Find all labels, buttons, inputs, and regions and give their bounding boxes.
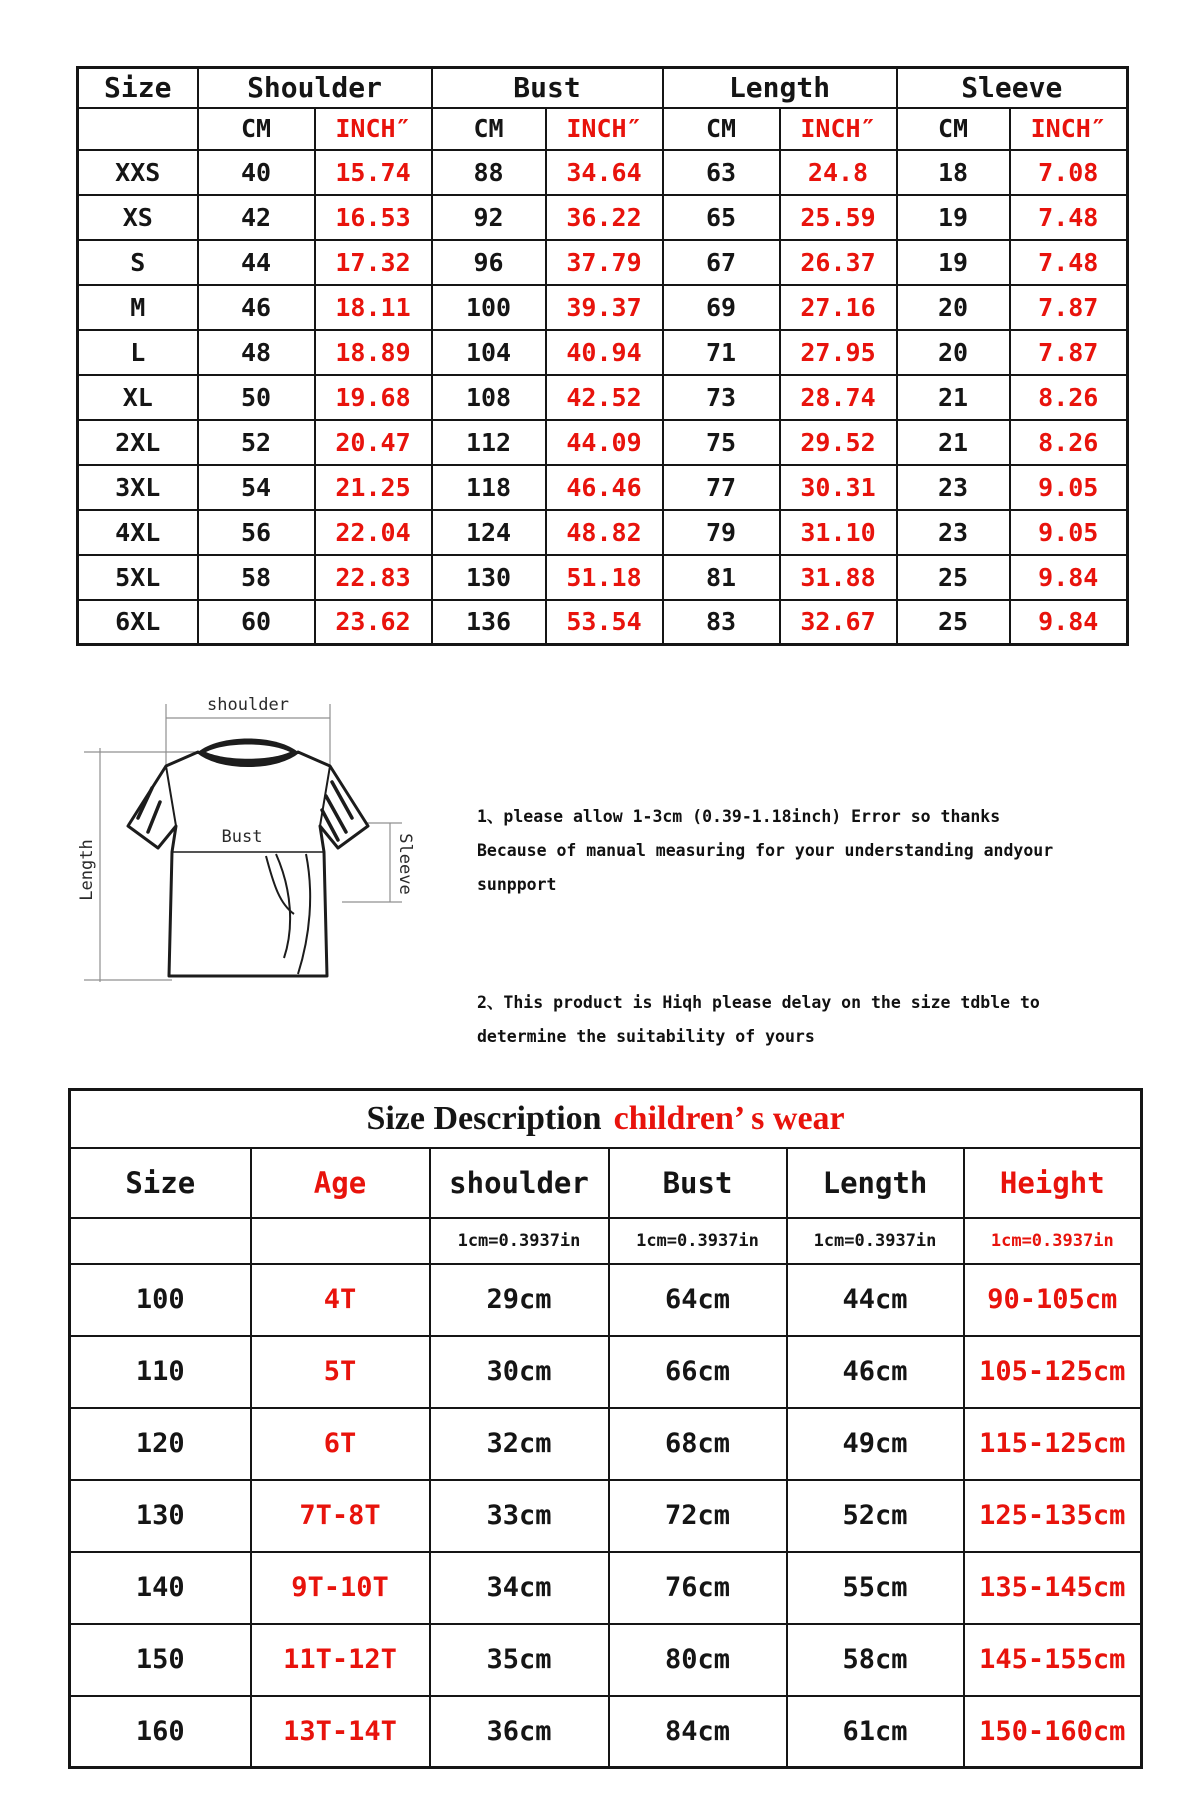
unit-inch: INCH″: [1010, 108, 1128, 150]
table-cell: 4T: [251, 1264, 430, 1336]
table-row: [78, 150, 1128, 195]
table-row: [78, 600, 1128, 645]
table-cell: 2XL: [78, 420, 198, 465]
adult-unit-row: [78, 108, 1128, 150]
table-cell: S: [78, 240, 198, 285]
table-cell: 34cm: [430, 1552, 609, 1624]
table-cell: 50: [198, 375, 315, 420]
table-cell: 108: [432, 375, 546, 420]
table-cell: M: [78, 285, 198, 330]
table-cell: 61cm: [787, 1696, 964, 1768]
table-cell: 120: [70, 1408, 251, 1480]
table-row: [78, 555, 1128, 600]
table-cell: 21: [897, 420, 1010, 465]
table-cell: L: [78, 330, 198, 375]
table-cell: 11T-12T: [251, 1624, 430, 1696]
table-cell: 53.54: [546, 600, 663, 645]
table-cell: 68cm: [609, 1408, 787, 1480]
table-cell: 44: [198, 240, 315, 285]
table-cell: 52cm: [787, 1480, 964, 1552]
table-cell: 5XL: [78, 555, 198, 600]
table-cell: 4XL: [78, 510, 198, 555]
table-cell: 104: [432, 330, 546, 375]
table-cell: 46: [198, 285, 315, 330]
table-cell: 44.09: [546, 420, 663, 465]
table-cell: 55cm: [787, 1552, 964, 1624]
table-cell: 66cm: [609, 1336, 787, 1408]
shoulder-label: shoulder: [207, 695, 289, 715]
table-cell: 23: [897, 465, 1010, 510]
table-cell: 6T: [251, 1408, 430, 1480]
adult-table-body: [78, 150, 1128, 645]
note-line: Because of manual measuring for your understanding andyour: [477, 841, 1054, 860]
table-cell: 42: [198, 195, 315, 240]
table-cell: 7.48: [1010, 240, 1128, 285]
table-cell: 56: [198, 510, 315, 555]
table-cell: 124: [432, 510, 546, 555]
table-cell: 58: [198, 555, 315, 600]
column-header-bust: Bust: [432, 68, 663, 108]
children-table-title: [70, 1090, 1142, 1148]
table-cell: 15.74: [315, 150, 432, 195]
table-cell: 145-155cm: [964, 1624, 1142, 1696]
table-cell: 112: [432, 420, 546, 465]
column-header-size: Size: [70, 1148, 251, 1218]
empty-cell: [70, 1218, 251, 1264]
table-cell: 130: [70, 1480, 251, 1552]
table-cell: 79: [663, 510, 780, 555]
table-cell: 105-125cm: [964, 1336, 1142, 1408]
table-cell: 23: [897, 510, 1010, 555]
table-cell: 54: [198, 465, 315, 510]
table-cell: 26.37: [780, 240, 897, 285]
table-cell: 88: [432, 150, 546, 195]
table-cell: 65: [663, 195, 780, 240]
table-cell: 25: [897, 555, 1010, 600]
bust-label: Bust: [221, 827, 263, 847]
table-cell: 16.53: [315, 195, 432, 240]
empty-cell: [78, 108, 198, 150]
table-cell: 36cm: [430, 1696, 609, 1768]
table-cell: 46cm: [787, 1336, 964, 1408]
table-cell: 31.10: [780, 510, 897, 555]
table-cell: 84cm: [609, 1696, 787, 1768]
table-cell: 7.87: [1010, 330, 1128, 375]
table-cell: 27.16: [780, 285, 897, 330]
table-cell: 20.47: [315, 420, 432, 465]
table-cell: 20: [897, 285, 1010, 330]
unit-cm: CM: [198, 108, 315, 150]
note-line: 1、please allow 1-3cm (0.39-1.18inch) Error so thanks: [477, 807, 1001, 826]
table-cell: 150-160cm: [964, 1696, 1142, 1768]
table-cell: XL: [78, 375, 198, 420]
table-cell: 23.62: [315, 600, 432, 645]
table-cell: 100: [70, 1264, 251, 1336]
table-cell: 33cm: [430, 1480, 609, 1552]
table-cell: 7.48: [1010, 195, 1128, 240]
table-cell: 80cm: [609, 1624, 787, 1696]
table-cell: 21: [897, 375, 1010, 420]
table-cell: 60: [198, 600, 315, 645]
column-header-size: Size: [78, 68, 198, 108]
table-cell: 18.89: [315, 330, 432, 375]
table-cell: 9.05: [1010, 465, 1128, 510]
unit-cm: CM: [432, 108, 546, 150]
table-cell: 13T-14T: [251, 1696, 430, 1768]
table-cell: XXS: [78, 150, 198, 195]
column-header-shoulder: shoulder: [430, 1148, 609, 1218]
table-cell: 52: [198, 420, 315, 465]
table-row: [78, 240, 1128, 285]
table-cell: 49cm: [787, 1408, 964, 1480]
children-size-table: [68, 1088, 1143, 1769]
table-cell: 29.52: [780, 420, 897, 465]
adult-header-row: [78, 68, 1128, 108]
table-cell: 76cm: [609, 1552, 787, 1624]
table-cell: 9.84: [1010, 555, 1128, 600]
column-header-sleeve: Sleeve: [897, 68, 1128, 108]
table-row: [78, 510, 1128, 555]
table-cell: 9.05: [1010, 510, 1128, 555]
table-cell: 3XL: [78, 465, 198, 510]
table-cell: 9.84: [1010, 600, 1128, 645]
note-line: sunpport: [477, 875, 557, 894]
table-cell: 32cm: [430, 1408, 609, 1480]
table-cell: 51.18: [546, 555, 663, 600]
table-cell: 72cm: [609, 1480, 787, 1552]
column-header-shoulder: Shoulder: [198, 68, 432, 108]
table-cell: 19.68: [315, 375, 432, 420]
table-cell: 77: [663, 465, 780, 510]
table-cell: 17.32: [315, 240, 432, 285]
children-conversion-row: [70, 1218, 1142, 1264]
table-cell: 48.82: [546, 510, 663, 555]
table-cell: 19: [897, 195, 1010, 240]
table-cell: 8.26: [1010, 375, 1128, 420]
table-cell: 58cm: [787, 1624, 964, 1696]
title-text-red: children’ s wear: [613, 1099, 845, 1137]
column-header-height: Height: [964, 1148, 1142, 1218]
table-cell: 150: [70, 1624, 251, 1696]
table-cell: 69: [663, 285, 780, 330]
table-row: [78, 195, 1128, 240]
table-cell: 39.37: [546, 285, 663, 330]
table-row: [70, 1696, 1142, 1768]
column-header-length: Length: [787, 1148, 964, 1218]
empty-cell: [251, 1218, 430, 1264]
table-cell: 40.94: [546, 330, 663, 375]
table-cell: 7T-8T: [251, 1480, 430, 1552]
table-cell: 115-125cm: [964, 1408, 1142, 1480]
table-cell: 64cm: [609, 1264, 787, 1336]
table-row: [78, 420, 1128, 465]
table-cell: 125-135cm: [964, 1480, 1142, 1552]
table-cell: 40: [198, 150, 315, 195]
children-header-row: [70, 1148, 1142, 1218]
table-row: [70, 1264, 1142, 1336]
table-cell: 136: [432, 600, 546, 645]
table-cell: 18: [897, 150, 1010, 195]
table-row: [70, 1336, 1142, 1408]
table-cell: 135-145cm: [964, 1552, 1142, 1624]
tshirt-outline: [128, 739, 368, 977]
note-line: 2、This product is Hiqh please delay on the size tdble to: [477, 993, 1040, 1012]
table-cell: 34.64: [546, 150, 663, 195]
table-cell: 25: [897, 600, 1010, 645]
note-measurement-error: [477, 800, 1053, 902]
table-cell: 42.52: [546, 375, 663, 420]
table-cell: 83: [663, 600, 780, 645]
table-cell: 32.67: [780, 600, 897, 645]
table-cell: 31.88: [780, 555, 897, 600]
table-cell: 63: [663, 150, 780, 195]
unit-cm: CM: [897, 108, 1010, 150]
sleeve-label: Sleeve: [395, 833, 415, 895]
table-cell: 21.25: [315, 465, 432, 510]
table-cell: 44cm: [787, 1264, 964, 1336]
unit-inch: INCH″: [780, 108, 897, 150]
table-cell: 30.31: [780, 465, 897, 510]
table-cell: 5T: [251, 1336, 430, 1408]
title-text-black: Size Description: [366, 1099, 602, 1137]
table-cell: 6XL: [78, 600, 198, 645]
table-cell: 90-105cm: [964, 1264, 1142, 1336]
adult-size-table: [76, 66, 1129, 646]
table-cell: 27.95: [780, 330, 897, 375]
unit-inch: INCH″: [315, 108, 432, 150]
length-label: Length: [77, 839, 97, 901]
table-cell: 96: [432, 240, 546, 285]
table-cell: 22.04: [315, 510, 432, 555]
table-row: [70, 1552, 1142, 1624]
table-cell: 9T-10T: [251, 1552, 430, 1624]
table-cell: 29cm: [430, 1264, 609, 1336]
note-line: determine the suitability of yours: [477, 1027, 815, 1046]
table-cell: 8.26: [1010, 420, 1128, 465]
table-row: [70, 1480, 1142, 1552]
table-cell: 48: [198, 330, 315, 375]
table-row: [78, 375, 1128, 420]
table-cell: 110: [70, 1336, 251, 1408]
table-cell: 73: [663, 375, 780, 420]
table-cell: 19: [897, 240, 1010, 285]
table-cell: 30cm: [430, 1336, 609, 1408]
table-cell: 130: [432, 555, 546, 600]
note-size-table-advice: [477, 986, 1040, 1054]
table-cell: 7.87: [1010, 285, 1128, 330]
cm-inch-conversion: 1cm=0.3937in: [609, 1218, 787, 1264]
table-cell: 71: [663, 330, 780, 375]
unit-cm: CM: [663, 108, 780, 150]
table-cell: 100: [432, 285, 546, 330]
table-cell: 81: [663, 555, 780, 600]
table-row: [70, 1624, 1142, 1696]
table-cell: 140: [70, 1552, 251, 1624]
table-cell: 7.08: [1010, 150, 1128, 195]
tshirt-measurement-diagram: [70, 690, 415, 995]
table-cell: 24.8: [780, 150, 897, 195]
table-cell: 25.59: [780, 195, 897, 240]
children-table-body: [70, 1264, 1142, 1768]
table-row: [78, 465, 1128, 510]
table-cell: 20: [897, 330, 1010, 375]
cm-inch-conversion: 1cm=0.3937in: [430, 1218, 609, 1264]
table-cell: 67: [663, 240, 780, 285]
table-cell: XS: [78, 195, 198, 240]
table-cell: 35cm: [430, 1624, 609, 1696]
table-row: [78, 285, 1128, 330]
table-row: [78, 330, 1128, 375]
table-cell: 36.22: [546, 195, 663, 240]
column-header-age: Age: [251, 1148, 430, 1218]
table-cell: 92: [432, 195, 546, 240]
table-cell: 28.74: [780, 375, 897, 420]
table-cell: 37.79: [546, 240, 663, 285]
cm-inch-conversion: 1cm=0.3937in: [964, 1218, 1142, 1264]
table-cell: 18.11: [315, 285, 432, 330]
column-header-length: Length: [663, 68, 897, 108]
table-cell: 75: [663, 420, 780, 465]
cm-inch-conversion: 1cm=0.3937in: [787, 1218, 964, 1264]
table-cell: 118: [432, 465, 546, 510]
table-cell: 46.46: [546, 465, 663, 510]
table-row: [70, 1408, 1142, 1480]
children-table-title-row: [70, 1090, 1142, 1148]
table-cell: 22.83: [315, 555, 432, 600]
table-cell: 160: [70, 1696, 251, 1768]
unit-inch: INCH″: [546, 108, 663, 150]
column-header-bust: Bust: [609, 1148, 787, 1218]
